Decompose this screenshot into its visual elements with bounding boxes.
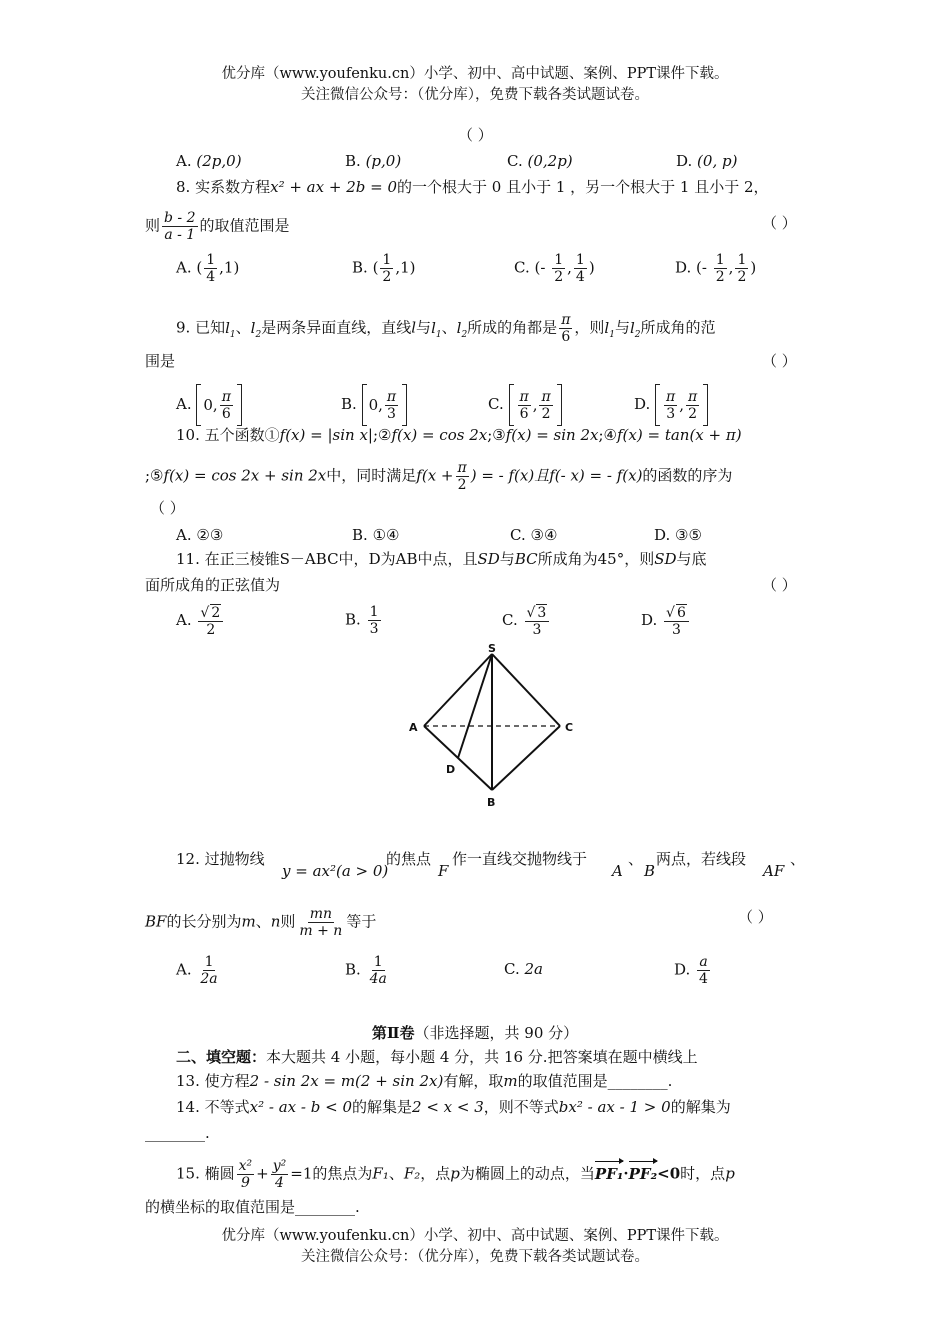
edge-cb [492,726,560,790]
header-line-2: 关注微信公众号：（优分库），免费下载各类试题试卷。 [301,87,649,103]
part2-title [0,1022,950,1044]
text: 与 [499,550,515,568]
option-value: (0,2p) [527,152,573,170]
q8-option-d: D. (- $\frac{1}{2}$ , $\frac{1}{2}$ ) [675,252,757,285]
focus: F₁ [372,1164,389,1183]
q10-option-a [176,524,223,546]
pyramid-figure [400,640,590,815]
q12-point-a: A [612,862,623,880]
denominator: 6 [519,405,529,422]
variable: m [503,1072,518,1090]
text: ;⑤ [145,466,164,485]
fraction [697,954,710,987]
text: 与 [614,318,630,337]
vertex-s: S [488,642,496,655]
variable: m [241,912,256,931]
text: 、 [235,318,251,337]
fraction: $\frac{√ 6}{3}$ [664,604,689,638]
denominator: 3 [672,622,681,638]
numerator: π [666,388,676,405]
option-label: D. [676,152,693,170]
option-value: ②③ [196,526,224,544]
q12-text-2: 的焦点 [386,850,432,868]
denominator: m + n [299,923,343,939]
text: ，则不等式 [483,1098,559,1116]
denominator: 3 [369,621,379,637]
segment: AB [395,550,418,568]
q7-option-d [676,150,737,172]
text: 在正三棱锥 [204,550,280,568]
option-value: ③④ [530,526,558,544]
denominator: 4 [575,269,585,285]
numerator: 1 [575,252,585,268]
option-value: ,1) [395,258,416,277]
denominator: 2 [554,269,564,285]
segment-sd [458,654,492,758]
interval-low: 0, [203,396,218,414]
text: =1 [290,1164,313,1183]
radicand: 2 [211,605,221,621]
numerator: 1 [204,954,214,970]
fraction [297,906,344,939]
q10-paren: （ ） [150,499,185,517]
fraction [385,389,398,422]
fraction [574,252,587,285]
pyramid-edges [424,654,560,790]
option-label: D. [675,258,692,277]
fraction [518,389,531,422]
option-value: (2p,0) [196,152,242,170]
q12-text-3: 作一直线交抛物线于 [452,850,588,868]
q10-stem-line-1 [176,424,742,446]
numerator: 1 [206,252,216,268]
option-label: B. [341,395,357,413]
option-value: ①④ [372,526,400,544]
option-label: B. [345,152,361,170]
text: 的一个根大于 0 且小于 1 ，另一个根大于 1 且小于 2， [397,178,769,196]
equation: x² + ax + 2b = 0 [270,178,397,196]
text: 、 [388,1164,404,1183]
text: 、 [441,318,457,337]
option-label: B. [345,960,361,979]
interval: $\frac{\pi}{6}$ , $\frac{\pi}{2}$ [509,384,562,426]
function: f(x) = |sin x| [279,426,373,444]
q8-option-c: C. (- $\frac{1}{2}$ , $\frac{1}{4}$ ) [514,252,595,285]
q9-stem-line-2: 围是 [145,352,176,370]
text: 已知 [195,318,226,337]
denominator: 2 [206,622,216,638]
fraction [735,252,748,285]
option-value: ,1) [219,258,240,277]
text: 为椭圆上的动点，当 [459,1164,595,1183]
denominator: 6 [561,329,571,345]
text: 则 [145,216,161,235]
denominator: 2 [382,269,392,285]
fraction [220,389,233,422]
denominator: 4 [206,269,216,285]
text: 、 [255,912,271,931]
text: 的函数的序为 [642,466,733,485]
text: 的解集是 [352,1098,413,1116]
option-label: A. [176,611,192,629]
q7-option-a [176,150,242,172]
option-label: B. [352,526,368,544]
equation: 2 - sin 2x = m(2 + sin 2x) [249,1072,444,1090]
q15-stem-line-2: 的横坐标的取值范围是________. [145,1198,360,1216]
vertex-d: D [446,763,456,776]
option-label: D. [641,611,658,629]
q12-sep-2: 、 [790,850,806,868]
interval [362,384,408,426]
q14-stem-line-1 [176,1096,731,1118]
page-header [0,64,950,106]
denominator: a - 1 [164,227,196,243]
point: D [368,550,381,568]
text: ，点 [420,1164,451,1183]
question-number: 8. [176,178,191,196]
text: 时，点 [680,1164,726,1183]
fraction: $\frac{√ 3}{3}$ [525,604,550,638]
operator: + [256,1164,269,1183]
q12-stem-line-2 [145,906,376,939]
q12-stem-num [176,848,265,870]
text: 等于 [346,912,377,931]
fraction [559,312,572,345]
q12-text-4: 两点，若线段 [656,850,747,868]
function: f(x) = tan(x + π) [617,426,742,444]
question-number: 14. [176,1098,200,1116]
q10-option-d [654,524,702,546]
text: 的焦点为 [312,1164,373,1183]
numerator: y² [272,1158,287,1174]
section-label: 二、填空题： [176,1048,267,1066]
fraction [714,252,727,285]
q12-point-f: F [438,862,449,880]
footer-line-1: 优分库（www.youfenku.cn）小学、初中、高中试题、案例、PPT课件下载。 [221,1228,729,1244]
option-label: C. [510,526,526,544]
interval [196,384,242,426]
option-label: C. [504,960,520,978]
segment: SD [654,550,677,568]
option-label: A. [176,960,192,979]
option-label: C. [507,152,523,170]
option-label: A. [176,395,192,413]
q8-option-b: B. ( $\frac{1}{2}$ ,1) [352,252,416,285]
denominator: 3 [532,622,542,638]
text: 过抛物线 [204,850,265,868]
text: 中点，且 [417,550,478,568]
text: 的取值范围是 [199,216,290,235]
q11-stem-line-2: 面所成角的正弦值为 [145,576,281,594]
segment: BF [145,912,167,931]
fraction [198,954,219,987]
numerator: π [688,388,698,405]
footer-line-2: 关注微信公众号：（优分库），免费下载各类试题试卷。 [301,1249,649,1265]
denominator: 9 [240,1175,250,1191]
text: 所成的角都是 [467,318,558,337]
q10-option-b [352,524,399,546]
option-value: (0, p) [697,152,738,170]
variable: n [270,912,281,931]
denominator: 2 [715,269,725,285]
q11-option-c [502,604,551,638]
option-label: C. [514,258,530,277]
q12-option-c [504,958,543,980]
option-label: A. [176,258,192,277]
q12-option-d [674,954,712,987]
section-instructions: 本大题共 4 小题，每小题 4 分，共 16 分.把答案填在题中横线上 [266,1048,698,1066]
q9-paren: （ ） [762,352,797,370]
inequality: 2 < x < 3 [412,1098,484,1116]
text: ;④ [598,426,617,444]
option-label: B. [345,610,361,629]
numerator: π [561,312,571,328]
q8-stem-line-1 [176,176,769,198]
text: ，则 [624,550,655,568]
fraction [162,210,198,243]
numerator: π [457,460,467,476]
interval-low: 0, [368,396,383,414]
option-value: ③⑤ [675,526,702,544]
denominator: 2 [737,269,747,285]
text: 使方程 [204,1072,250,1090]
text: 则 [280,912,296,931]
fraction: $\frac{√ 2}{2}$ [198,604,223,638]
q12-option-a [176,954,222,987]
denominator: 4 [275,1175,284,1191]
question-number: 13. [176,1072,200,1090]
q11-stem-line-1 [176,548,707,570]
option-label: C. [502,611,518,629]
question-number: 11. [176,550,200,568]
numerator: π [221,388,231,405]
denominator: 4a [369,971,387,987]
question-number: 15. [176,1164,200,1183]
fraction [204,252,217,285]
numerator: 1 [373,954,383,970]
pyramid-name: S－ABC [279,550,339,568]
numerator: π [541,388,551,405]
question-number: 9. [176,318,191,337]
page-footer [0,1226,950,1268]
option-label: A. [176,526,192,544]
vertex-c: C [565,721,574,734]
option-label: D. [654,526,671,544]
text: 所成角的范 [640,318,716,337]
text: ;③ [487,426,506,444]
angle: 45° [597,550,625,568]
text: 有解，取 [443,1072,504,1090]
variable: p [450,1164,460,1183]
denominator: 2 [457,477,467,493]
header-line-1: 优分库（www.youfenku.cn）小学、初中、高中试题、案例、PPT课件下载。 [221,66,729,82]
q11-option-d [641,604,691,638]
section-subtitle: （非选择题，共 90 分） [414,1024,579,1042]
function: f(x) = cos 2x + sin 2x [163,466,327,485]
q10-option-c [510,524,557,546]
option-label: D. [634,395,651,413]
denominator: 2 [541,405,551,422]
text: 与 [416,318,432,337]
text: 所成角为 [537,550,598,568]
numerator: 1 [715,252,725,268]
text: 不等式 [204,1098,250,1116]
option-label: D. [674,960,691,979]
denominator: 4 [699,971,708,987]
q9-option-d [634,384,708,426]
q9-stem-line-1: 9. 已知$l_1$、$l_2$是两条异面直线，直线l与$l_1$、$l_2$所成的角都是 $\frac{\pi}{6}$ ，则$l_1$与$l_2$所成角的范 [176,312,716,345]
option-value: (p,0) [365,152,402,170]
fraction [664,389,677,422]
denominator: 3 [666,405,676,422]
variable: p [725,1164,735,1183]
segment: SD [477,550,500,568]
option-label: A. [176,152,192,170]
fraction [368,954,389,987]
text: 中， [338,550,369,568]
q11-paren: （ ） [762,576,797,594]
q11-option-a [176,604,225,638]
text: 中，同时满足 [326,466,417,485]
function: f(x) = sin 2x [505,426,599,444]
q11-option-b [345,604,383,637]
numerator: 1 [737,252,747,268]
numerator: 1 [369,604,379,620]
condition: ) = - f(x)且f(- x) = - f(x) [470,466,643,485]
option-label: C. [488,395,504,413]
q9-option-b [341,384,407,426]
inequality: bx² - ax - 1 > 0 [558,1098,671,1116]
numerator: π [386,388,397,405]
edge-sc [492,654,560,726]
numerator: mn [309,906,332,922]
inequality: x² - ax - b < 0 [249,1098,352,1116]
q12-option-b [345,954,391,987]
fraction [368,604,381,637]
condition: f(x + [416,466,454,485]
text: ，则 [574,318,605,337]
q7-option-b [345,150,401,172]
q10-stem-line-2 [145,460,732,493]
fraction [237,1158,255,1191]
q8-stem-line-2 [145,210,290,243]
function: f(x) = cos 2x [391,426,488,444]
text: 是两条异面直线，直线 [261,318,412,337]
radicand: 3 [537,605,547,621]
interval: $\frac{\pi}{3}$ , $\frac{\pi}{2}$ [655,384,708,426]
q8-option-a: A. ( $\frac{1}{4}$ ,1) [176,252,240,285]
question-number: 12. [176,850,200,868]
section-title: 第Ⅱ卷 [371,1024,415,1042]
fraction [271,1158,289,1191]
edge-sa [424,654,492,726]
inequality: <0 [657,1164,681,1183]
text: 的解集为 [670,1098,731,1116]
question-number: 10. [176,426,200,444]
radicand: 6 [676,605,686,621]
q14-answer-blank: ________. [145,1124,210,1142]
fraction [456,460,469,493]
fraction [380,252,393,285]
q12-segment-af: AF [763,862,785,880]
numerator: a [699,954,708,970]
q9-option-a [176,384,242,426]
denominator: 3 [387,405,396,422]
q7-paren: （ ） [458,126,493,144]
text: 椭圆 [204,1164,235,1183]
operator: · [623,1164,629,1183]
q12-equation: y = ax²(a > 0) [282,862,389,880]
text: ;② [372,426,392,444]
text: 的长分别为 [166,912,242,931]
segment: BC [514,550,538,568]
option-label: B. [352,258,368,277]
q12-sep: 、 [628,850,644,868]
q12-paren: （ ） [738,908,773,926]
section-fill-blank-heading [176,1046,698,1068]
numerator: x² [238,1158,253,1174]
numerator: 1 [382,252,392,268]
fraction [686,389,699,422]
vertex-b: B [487,796,496,809]
fraction [552,252,565,285]
vertex-a: A [409,721,418,734]
denominator: 2 [688,405,698,422]
q12-point-b: B [644,862,656,880]
q7-option-c [507,150,573,172]
q15-stem-line-1 [176,1158,735,1191]
numerator: 1 [554,252,564,268]
denominator: 6 [221,405,231,422]
focus: F₂ [403,1164,421,1183]
q13-stem [176,1070,672,1092]
option-value: 2a [524,960,543,978]
vector: PF₂ [628,1164,658,1183]
text: 为 [380,550,396,568]
q8-paren: （ ） [762,214,797,232]
text: 五个函数① [204,426,280,444]
fraction [539,389,552,422]
text: 实系数方程 [195,178,271,196]
vector: PF₁ [594,1164,624,1183]
q9-option-c [488,384,562,426]
text: 的取值范围是________. [517,1072,673,1090]
text: 与底 [676,550,707,568]
denominator: 2a [200,971,218,987]
numerator: b - 2 [164,210,196,226]
numerator: π [519,388,529,405]
